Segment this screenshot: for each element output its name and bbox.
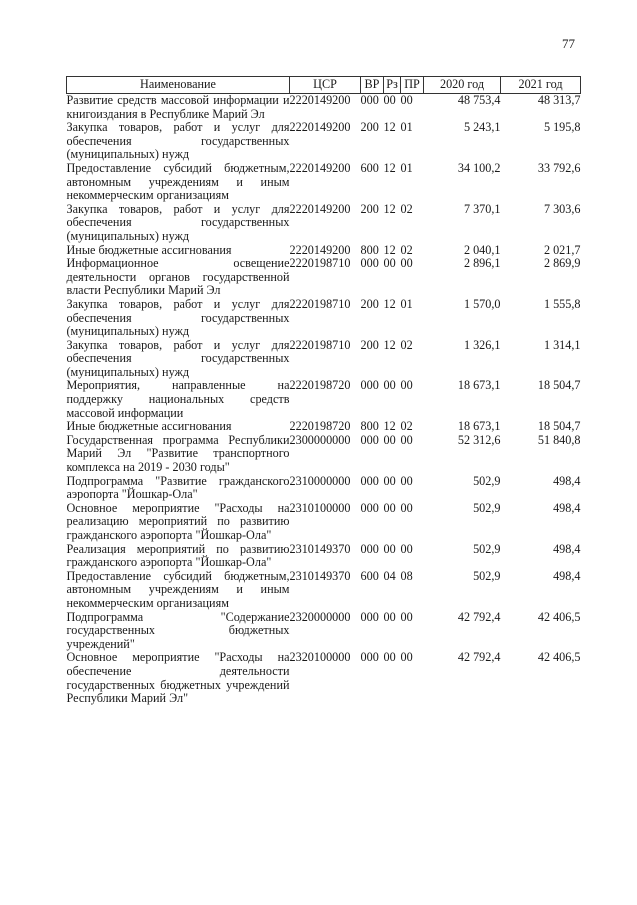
row-rz: 12 — [383, 419, 396, 434]
row-pr: 00 — [400, 609, 413, 624]
row-vr: 800 — [360, 242, 379, 257]
row-2020-value: 502,9 — [473, 568, 501, 583]
row-vr: 800 — [360, 419, 379, 434]
row-rz: 12 — [383, 296, 396, 311]
row-pr: 00 — [400, 473, 413, 488]
row-rz: 12 — [383, 120, 396, 135]
row-2021-value: 1 314,1 — [543, 337, 581, 352]
row-rz: 00 — [383, 256, 396, 271]
row-name: Закупка товаров, работ и услуг для обеспечения государственных (муниципальных) нужд — [66, 201, 290, 243]
row-vr: 000 — [360, 378, 379, 393]
row-csr: 2220198710 — [289, 296, 351, 311]
row-csr: 2220149200 — [289, 93, 351, 107]
row-rz: 00 — [383, 609, 396, 624]
row-rz: 12 — [383, 337, 396, 352]
table-row — [67, 434, 581, 475]
row-2021-value: 2 869,9 — [543, 256, 581, 271]
row-name: Иные бюджетные ассигнования — [66, 242, 232, 257]
table-row — [67, 651, 581, 705]
row-name: Развитие средств массовой информации и книгоиздания в Республике Марий Эл — [66, 93, 290, 121]
row-2020-value: 52 312,6 — [457, 432, 501, 447]
row-name: Информационное освещение деятельности органов государственной власти Республики Марий Эл — [66, 256, 290, 298]
header-csr: ЦСР — [290, 77, 361, 94]
row-name: Закупка товаров, работ и услуг для обеспечения государственных (муниципальных) нужд — [66, 296, 290, 339]
row-2020-value: 2 896,1 — [463, 256, 501, 271]
table-row — [67, 420, 581, 434]
row-pr: 02 — [400, 419, 413, 434]
row-name: Закупка товаров, работ и услуг для обеспечения государственных (муниципальных) нужд — [66, 120, 290, 162]
row-2020-value: 1 326,1 — [463, 337, 501, 352]
row-pr: 00 — [400, 432, 413, 447]
table-row — [67, 121, 581, 162]
row-name: Подпрограмма "Развитие гражданского аэропорта "Йошкар-Ола" — [66, 473, 290, 502]
row-2021-value: 2 021,7 — [543, 242, 581, 257]
row-pr: 00 — [400, 93, 413, 107]
row-2021-value: 33 792,6 — [537, 160, 581, 175]
row-vr: 200 — [360, 201, 379, 216]
row-rz: 12 — [383, 160, 396, 175]
row-rz: 12 — [383, 242, 396, 257]
row-csr: 2310100000 — [289, 500, 351, 515]
row-name: Подпрограмма "Содержание государственных бюджетных учреждений" — [66, 609, 290, 651]
table-row — [67, 570, 581, 611]
row-rz: 00 — [383, 432, 396, 447]
table-row — [67, 502, 581, 543]
row-vr: 000 — [360, 256, 379, 271]
header-2020: 2020 год — [424, 77, 501, 94]
row-2020-value: 502,9 — [473, 473, 501, 488]
row-2021-value: 51 840,8 — [537, 432, 581, 447]
row-2020-value: 18 673,1 — [457, 419, 501, 434]
table-row — [67, 475, 581, 502]
row-2020-value: 18 673,1 — [457, 378, 501, 393]
row-2021-value: 42 406,5 — [537, 609, 581, 624]
row-2021-value: 18 504,7 — [537, 378, 581, 393]
row-vr: 000 — [360, 473, 379, 488]
row-2021-value: 498,4 — [553, 568, 581, 583]
header-vr: ВР — [361, 77, 384, 94]
table-row — [67, 611, 581, 652]
row-pr: 02 — [400, 337, 413, 352]
row-pr: 01 — [400, 160, 413, 175]
row-vr: 600 — [360, 568, 379, 583]
page-number: 77 — [562, 36, 575, 51]
row-name: Иные бюджетные ассигнования — [66, 419, 232, 434]
table-header — [67, 77, 581, 94]
row-csr: 2310149370 — [289, 568, 351, 583]
table-row — [67, 339, 581, 380]
row-csr: 2220149200 — [289, 120, 351, 135]
row-2020-value: 7 370,1 — [463, 201, 501, 216]
row-pr: 00 — [400, 500, 413, 515]
row-csr: 2220149200 — [289, 201, 351, 216]
header-name: Наименование — [67, 77, 290, 94]
row-vr: 200 — [360, 296, 379, 311]
row-pr: 08 — [400, 568, 413, 583]
row-vr: 000 — [360, 650, 379, 665]
row-rz: 00 — [383, 378, 396, 393]
row-csr: 2220198710 — [289, 256, 351, 271]
row-2021-value: 42 406,5 — [537, 650, 581, 665]
row-2021-value: 498,4 — [553, 500, 581, 515]
row-csr: 2220198720 — [289, 419, 351, 434]
header-rz: Рз — [384, 77, 401, 94]
row-rz: 12 — [383, 201, 396, 216]
row-2020-value: 1 570,0 — [463, 296, 501, 311]
table-row — [67, 298, 581, 339]
row-vr: 000 — [360, 93, 379, 107]
row-2021-value: 498,4 — [553, 473, 581, 488]
row-rz: 00 — [383, 541, 396, 556]
row-csr: 2320100000 — [289, 650, 351, 665]
row-pr: 01 — [400, 120, 413, 135]
row-2021-value: 18 504,7 — [537, 419, 581, 434]
row-csr: 2220149200 — [289, 160, 351, 175]
budget-table — [66, 76, 581, 706]
row-pr: 00 — [400, 650, 413, 665]
row-2021-value: 7 303,6 — [543, 201, 581, 216]
row-csr: 2310149370 — [289, 541, 351, 556]
row-pr: 01 — [400, 296, 413, 311]
row-2020-value: 42 792,4 — [457, 650, 501, 665]
row-2020-value: 34 100,2 — [457, 160, 501, 175]
row-2020-value: 5 243,1 — [463, 120, 501, 135]
row-csr: 2220198720 — [289, 378, 351, 393]
row-2021-value: 498,4 — [553, 541, 581, 556]
row-rz: 00 — [383, 473, 396, 488]
row-vr: 000 — [360, 609, 379, 624]
row-pr: 02 — [400, 242, 413, 257]
row-2020-value: 502,9 — [473, 500, 501, 515]
row-2020-value: 48 753,4 — [457, 93, 501, 107]
row-csr: 2300000000 — [289, 432, 351, 447]
row-name: Основное мероприятие "Расходы на обеспечение деятельности государственных бюджетных учреждений Республики Марий Эл" — [66, 650, 290, 706]
table-row — [67, 244, 581, 258]
row-vr: 000 — [360, 541, 379, 556]
header-pr: ПР — [401, 77, 424, 94]
table-row — [67, 257, 581, 298]
row-2020-value: 502,9 — [473, 541, 501, 556]
row-name: Предоставление субсидий бюджетным, автономным учреждениям и иным некоммерческим организациям — [66, 160, 290, 203]
row-pr: 02 — [400, 201, 413, 216]
row-name: Основное мероприятие "Расходы на реализацию мероприятий по развитию гражданского аэропорта "Йошкар-Ола" — [66, 500, 290, 542]
table-row — [67, 162, 581, 203]
row-name: Предоставление субсидий бюджетным, автономным учреждениям и иным некоммерческим организациям — [66, 568, 290, 610]
row-name: Закупка товаров, работ и услуг для обеспечения государственных (муниципальных) нужд — [66, 337, 290, 379]
row-csr: 2320000000 — [289, 609, 351, 624]
row-2021-value: 48 313,7 — [537, 93, 581, 107]
row-rz: 00 — [383, 500, 396, 515]
row-rz: 00 — [383, 650, 396, 665]
table-row — [67, 203, 581, 244]
row-pr: 00 — [400, 256, 413, 271]
row-vr: 600 — [360, 160, 379, 175]
table-row — [67, 379, 581, 420]
row-vr: 000 — [360, 500, 379, 515]
row-2020-value: 42 792,4 — [457, 609, 501, 624]
row-csr: 2220149200 — [289, 242, 351, 257]
table-row — [67, 94, 581, 122]
header-2021: 2021 год — [501, 77, 581, 94]
row-rz: 04 — [383, 568, 396, 583]
row-name: Реализация мероприятий по развитию гражданского аэропорта "Йошкар-Ола" — [66, 541, 290, 570]
row-pr: 00 — [400, 378, 413, 393]
row-vr: 200 — [360, 337, 379, 352]
row-2021-value: 5 195,8 — [543, 120, 581, 135]
row-vr: 000 — [360, 432, 379, 447]
row-csr: 2310000000 — [289, 473, 351, 488]
row-rz: 00 — [383, 93, 396, 107]
row-pr: 00 — [400, 541, 413, 556]
row-2021-value: 1 555,8 — [543, 296, 581, 311]
row-name: Мероприятия, направленные на поддержку национальных средств массовой информации — [66, 378, 290, 420]
row-name: Государственная программа Республики Марий Эл "Развитие транспортного комплекса на 2019 - 2030 годы" — [66, 432, 290, 475]
row-csr: 2220198710 — [289, 337, 351, 352]
table-body — [67, 94, 581, 706]
table-row — [67, 543, 581, 570]
row-vr: 200 — [360, 120, 379, 135]
row-2020-value: 2 040,1 — [463, 242, 501, 257]
